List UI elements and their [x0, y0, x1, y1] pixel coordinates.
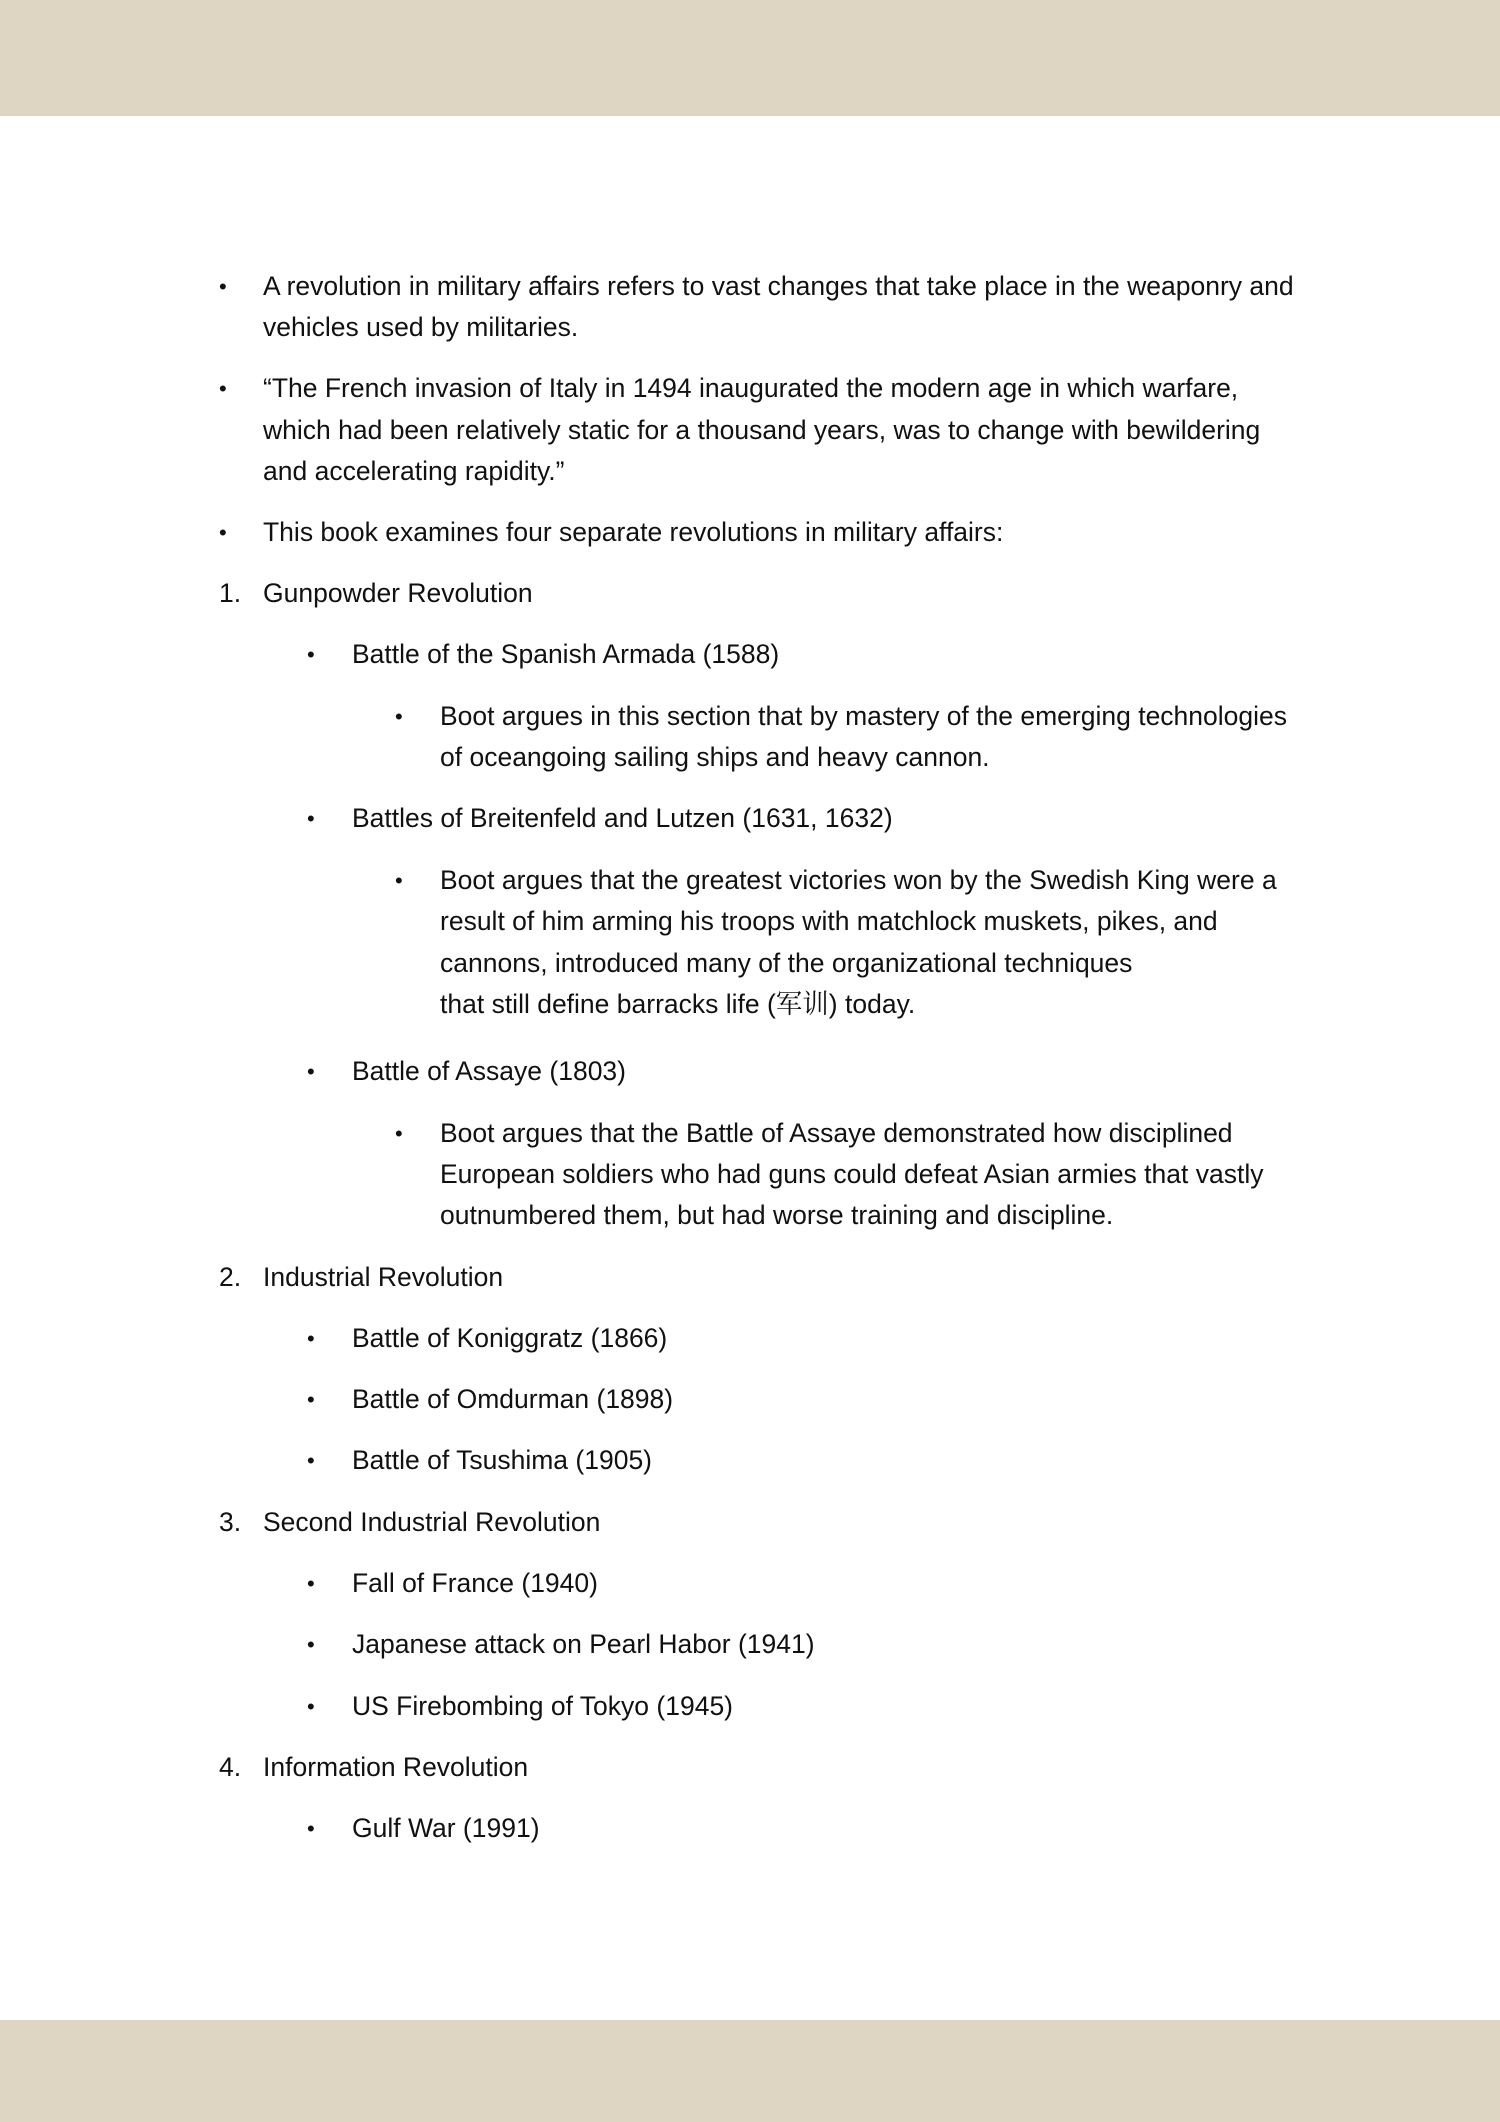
intro-bullet-3-line-1: This book examines four separate revolutions in military affairs:	[263, 517, 1004, 547]
revolution-4-title: Information Revolution	[263, 1752, 529, 1782]
list-number: 3.	[219, 1507, 242, 1537]
bullet-icon: •	[307, 1059, 315, 1084]
bullet-icon: •	[219, 520, 227, 545]
battle-note-line: Boot argues that the greatest victories won by the Swedish King were a	[440, 865, 1277, 895]
bullet-icon: •	[219, 376, 227, 401]
bullet-icon: •	[395, 868, 403, 893]
bullet-icon: •	[307, 1387, 315, 1412]
bullet-icon: •	[395, 1121, 403, 1146]
intro-bullet-2-line-3: and accelerating rapidity.”	[263, 456, 565, 486]
battle-name: Fall of France (1940)	[352, 1568, 598, 1598]
battle-name: Japanese attack on Pearl Habor (1941)	[352, 1629, 815, 1659]
battle-name: Battle of Omdurman (1898)	[352, 1384, 674, 1414]
battle-name: Battle of the Spanish Armada (1588)	[352, 639, 780, 669]
intro-bullet-2-line-2: which had been relatively static for a thousand years, was to change with bewildering	[263, 415, 1261, 445]
bullet-icon: •	[307, 642, 315, 667]
intro-bullet-2-line-1: “The French invasion of Italy in 1494 inaugurated the modern age in which warfare,	[263, 373, 1239, 403]
battle-name: Battle of Tsushima (1905)	[352, 1445, 653, 1475]
bullet-icon: •	[307, 806, 315, 831]
intro-bullet-1-line-2: vehicles used by militaries.	[263, 312, 579, 342]
battle-name: Battle of Assaye (1803)	[352, 1056, 626, 1086]
battle-note-line: of oceangoing sailing ships and heavy cannon.	[440, 742, 990, 772]
list-number: 1.	[219, 578, 242, 608]
bullet-icon: •	[307, 1326, 315, 1351]
intro-bullet-1-line-1: A revolution in military affairs refers to vast changes that take place in the weaponry and	[263, 271, 1294, 301]
battle-note-line: Boot argues in this section that by mastery of the emerging technologies	[440, 701, 1288, 731]
battle-name: US Firebombing of Tokyo (1945)	[352, 1691, 734, 1721]
bullet-icon: •	[307, 1694, 315, 1719]
bullet-icon: •	[307, 1571, 315, 1596]
list-number: 4.	[219, 1752, 242, 1782]
revolution-2-title: Industrial Revolution	[263, 1262, 504, 1292]
battle-note-line: result of him arming his troops with matchlock muskets, pikes, and	[440, 906, 1218, 936]
battle-note-line: cannons, introduced many of the organizational techniques	[440, 948, 1133, 978]
bullet-icon: •	[307, 1632, 315, 1657]
battle-note-line: outnumbered them, but had worse training and discipline.	[440, 1200, 1114, 1230]
bullet-icon: •	[307, 1816, 315, 1841]
list-number: 2.	[219, 1262, 242, 1292]
revolution-3-title: Second Industrial Revolution	[263, 1507, 601, 1537]
battle-note-line: Boot argues that the Battle of Assaye demonstrated how disciplined	[440, 1118, 1233, 1148]
bullet-icon: •	[395, 704, 403, 729]
battle-note-line: that still define barracks life (军训) today.	[440, 989, 916, 1019]
battle-note-line: European soldiers who had guns could defeat Asian armies that vastly	[440, 1159, 1264, 1189]
revolution-1-title: Gunpowder Revolution	[263, 578, 533, 608]
bullet-icon: •	[219, 274, 227, 299]
battle-name: Battle of Koniggratz (1866)	[352, 1323, 668, 1353]
bullet-icon: •	[307, 1448, 315, 1473]
battle-name: Gulf War (1991)	[352, 1813, 540, 1843]
battle-name: Battles of Breitenfeld and Lutzen (1631, 1632)	[352, 803, 893, 833]
